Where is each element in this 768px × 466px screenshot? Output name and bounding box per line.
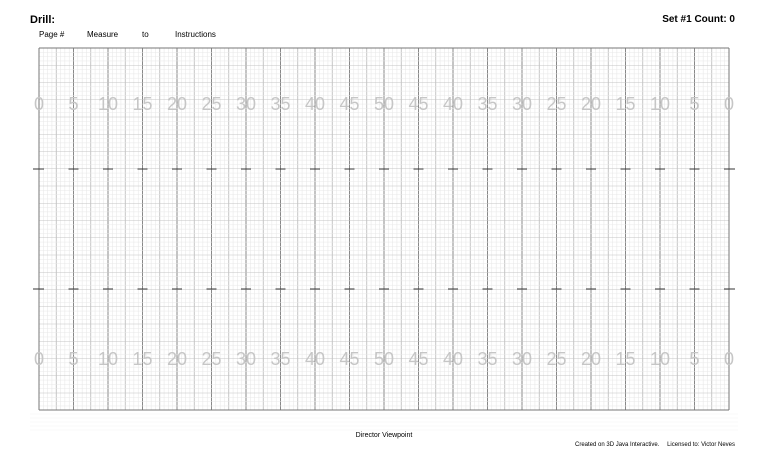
yard-number: 45 (339, 349, 360, 369)
yard-number: 25 (546, 94, 567, 114)
yard-number: 40 (304, 349, 326, 369)
yard-number: 0 (33, 349, 45, 369)
yard-number: 5 (689, 349, 700, 369)
yard-number: 50 (373, 94, 395, 114)
page-number-label: Page # (39, 30, 65, 39)
yard-number: 5 (68, 94, 79, 114)
yard-number: 25 (546, 349, 567, 369)
yard-number: 10 (649, 94, 671, 114)
yard-number: 10 (97, 94, 119, 114)
yard-number: 25 (201, 94, 222, 114)
yard-number: 15 (132, 94, 153, 114)
set-count-readout: Set #1 Count: 0 (662, 14, 735, 25)
yard-number: 45 (408, 349, 429, 369)
yard-number: 40 (304, 94, 326, 114)
measure-label: Measure (87, 30, 119, 39)
yard-number: 20 (166, 94, 188, 114)
yard-number: 20 (580, 94, 602, 114)
instructions-label: Instructions (175, 30, 216, 39)
yard-number: 0 (33, 94, 45, 114)
yard-number: 15 (615, 94, 636, 114)
yard-number: 45 (339, 94, 360, 114)
yard-number: 30 (511, 349, 533, 369)
yard-number: 10 (649, 349, 671, 369)
yard-number: 40 (442, 349, 464, 369)
credits-line (569, 442, 735, 448)
yard-number: 0 (723, 94, 735, 114)
yard-number: 5 (68, 349, 79, 369)
yard-number: 35 (270, 349, 291, 369)
drill-title: Drill: (30, 14, 56, 26)
yard-number: 30 (511, 94, 533, 114)
yard-number: 40 (442, 94, 464, 114)
created-on-text: Created on 3D Java Interactive. (575, 442, 660, 448)
licensed-to-text: Licensed to: Victor Neves (667, 442, 735, 448)
to-label: to (142, 30, 149, 39)
yard-number: 20 (580, 349, 602, 369)
director-viewpoint-label: Director Viewpoint (355, 432, 413, 439)
yard-number: 30 (235, 94, 257, 114)
yard-number: 10 (97, 349, 119, 369)
yard-number: 35 (477, 94, 498, 114)
yard-number: 5 (689, 94, 700, 114)
yard-number: 35 (270, 94, 291, 114)
yard-number: 0 (723, 349, 735, 369)
yard-number: 50 (373, 349, 395, 369)
yard-number: 25 (201, 349, 222, 369)
yard-number: 15 (615, 349, 636, 369)
yard-number: 20 (166, 349, 188, 369)
yard-number: 15 (132, 349, 153, 369)
yard-number: 35 (477, 349, 498, 369)
yard-number: 30 (235, 349, 257, 369)
yard-number: 45 (408, 94, 429, 114)
